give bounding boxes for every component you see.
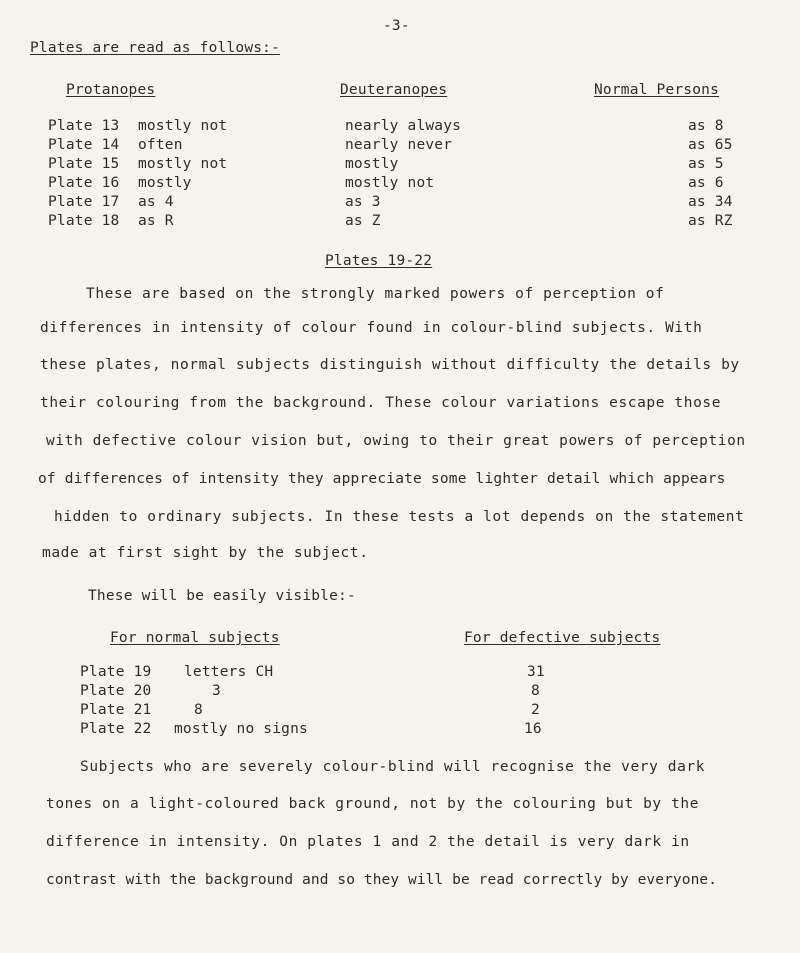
defective-cell: 8: [531, 683, 540, 699]
plate-cell: Plate 15: [48, 156, 120, 172]
paragraph-line: tones on a light-coloured back ground, not by the colouring but by the: [46, 796, 700, 812]
deutan-cell: nearly always: [345, 118, 462, 134]
protan-cell: mostly not: [138, 156, 228, 172]
paragraph-line: of differences of intensity they appreciate some lighter detail which appears: [38, 471, 726, 487]
plate-cell: Plate 16: [48, 175, 120, 191]
header-defective-subjects: For defective subjects: [464, 630, 661, 646]
paragraph-line: contrast with the background and so they will be read correctly by everyone.: [46, 872, 718, 888]
plate-cell: Plate 18: [48, 213, 120, 229]
defective-cell: 2: [531, 702, 540, 718]
paragraph-line: difference in intensity. On plates 1 and 2 the detail is very dark in: [46, 834, 690, 850]
header-protanopes: Protanopes: [66, 82, 156, 98]
normal-cell: as 8: [688, 118, 724, 134]
plate-cell: Plate 20: [80, 683, 152, 699]
paragraph-line: made at first sight by the subject.: [42, 545, 369, 561]
page-number: -3-: [383, 18, 410, 34]
paragraph-line: these plates, normal subjects distinguish without difficulty the details by: [40, 357, 740, 373]
header-deuteranopes: Deuteranopes: [340, 82, 448, 98]
header-normal-persons: Normal Persons: [594, 82, 720, 98]
intro-line: Plates are read as follows:-: [30, 40, 281, 56]
section-heading: Plates 19-22: [325, 253, 433, 269]
deutan-cell: as 3: [345, 194, 381, 210]
paragraph-line: These are based on the strongly marked powers of perception of: [86, 286, 665, 302]
plate-cell: Plate 17: [48, 194, 120, 210]
paragraph-line: hidden to ordinary subjects. In these tests a lot depends on the statement: [54, 509, 745, 525]
deutan-cell: mostly: [345, 156, 399, 172]
protan-cell: often: [138, 137, 183, 153]
protan-cell: mostly not: [138, 118, 228, 134]
deutan-cell: as Z: [345, 213, 381, 229]
protan-cell: as R: [138, 213, 174, 229]
plate-cell: Plate 22: [80, 721, 152, 737]
normal-cell: 8: [194, 702, 203, 718]
paragraph-line: differences in intensity of colour found in colour-blind subjects. With: [40, 320, 703, 336]
plate-cell: Plate 13: [48, 118, 120, 134]
defective-cell: 16: [524, 721, 542, 737]
plate-cell: Plate 21: [80, 702, 152, 718]
normal-cell: 3: [212, 683, 221, 699]
normal-cell: as 65: [688, 137, 733, 153]
plate-cell: Plate 14: [48, 137, 120, 153]
header-normal-subjects: For normal subjects: [110, 630, 280, 646]
normal-cell: as 5: [688, 156, 724, 172]
normal-cell: letters CH: [184, 664, 274, 680]
paragraph-line: Subjects who are severely colour-blind will recognise the very dark: [80, 759, 706, 775]
protan-cell: as 4: [138, 194, 174, 210]
defective-cell: 31: [527, 664, 545, 680]
normal-cell: as 6: [688, 175, 724, 191]
paragraph-line: their colouring from the background. These colour variations escape those: [40, 395, 722, 411]
paragraph-line: with defective colour vision but, owing to their great powers of perception: [46, 433, 746, 449]
protan-cell: mostly: [138, 175, 192, 191]
deutan-cell: nearly never: [345, 137, 453, 153]
normal-cell: mostly no signs: [174, 721, 308, 737]
normal-cell: as 34: [688, 194, 733, 210]
normal-cell: as RZ: [688, 213, 733, 229]
plate-cell: Plate 19: [80, 664, 152, 680]
deutan-cell: mostly not: [345, 175, 435, 191]
visible-intro: These will be easily visible:-: [88, 588, 356, 604]
